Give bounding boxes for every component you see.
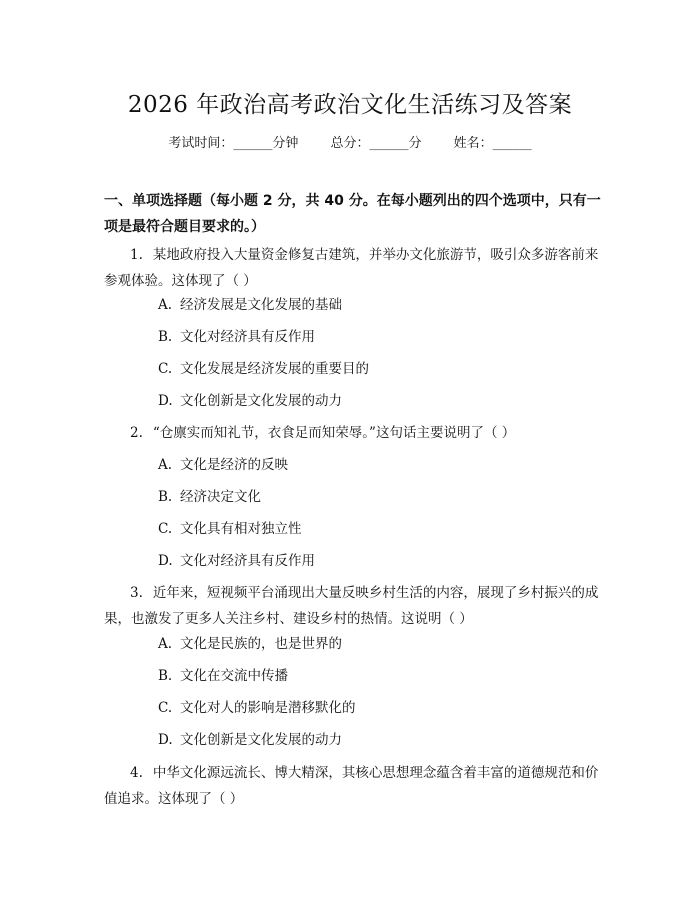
option-letter: D.: [158, 732, 173, 748]
option-3a: [158, 634, 342, 654]
option-text: 文化对经济具有反作用: [180, 553, 315, 569]
option-1b: [158, 327, 315, 347]
question-text: “仓廪实而知礼节，衣食足而知荣辱。”这句话主要说明了（ ）: [152, 425, 516, 441]
option-text: 文化是经济的反映: [180, 457, 288, 473]
option-1c: [158, 359, 369, 379]
option-2b: [158, 487, 261, 507]
question-number: 2.: [130, 425, 143, 441]
option-letter: C.: [158, 700, 173, 716]
question-text: 某地政府投入大量资金修复古建筑，并举办文化旅游节，吸引众多游客前来参观体验。这体现了（ ）: [104, 247, 599, 289]
option-text: 经济发展是文化发展的基础: [180, 297, 342, 313]
option-text: 文化具有相对独立性: [180, 521, 302, 537]
option-letter: D.: [158, 553, 173, 569]
student-name: 姓名：______: [453, 136, 532, 151]
option-text: 文化发展是经济发展的重要目的: [180, 361, 369, 377]
question-text: 近年来，短视频平台涌现出大量反映乡村生活的内容，展现了乡村振兴的成果，也激发了更多人关注乡村、建设乡村的热情。这说明（ ）: [104, 585, 599, 627]
option-letter: D.: [158, 393, 173, 409]
option-3b: [158, 666, 288, 686]
section-heading: 一、单项选择题（每小题 2 分，共 40 分。在每小题列出的四个选项中，只有一项是最符合题目要求的。）: [104, 193, 601, 235]
option-text: 文化是民族的，也是世界的: [180, 636, 342, 652]
page-title: 2026 年政治高考政治文化生活练习及答案: [127, 92, 573, 118]
option-text: 文化创新是文化发展的动力: [180, 393, 342, 409]
option-1a: [158, 295, 342, 315]
question-number: 1.: [130, 247, 143, 263]
question-4: [104, 760, 604, 812]
question-text: 中华文化源远流长、博大精深，其核心思想理念蕴含着丰富的道德规范和价值追求。这体现了（ ）: [104, 765, 599, 807]
option-letter: A.: [158, 297, 173, 313]
question-1: [104, 242, 604, 294]
option-letter: A.: [158, 457, 173, 473]
option-1d: [158, 391, 342, 411]
option-3c: [158, 698, 356, 718]
option-text: 经济决定文化: [180, 489, 261, 505]
exam-score: 总分：______分: [330, 136, 422, 151]
option-letter: A.: [158, 636, 173, 652]
option-text: 文化创新是文化发展的动力: [180, 732, 342, 748]
option-3d: [158, 730, 342, 750]
option-text: 文化对经济具有反作用: [180, 329, 315, 345]
option-2d: [158, 551, 315, 571]
option-2a: [158, 455, 288, 475]
option-text: 文化对人的影响是潜移默化的: [180, 700, 356, 716]
question-number: 3.: [130, 585, 143, 601]
option-letter: C.: [158, 361, 173, 377]
option-text: 文化在交流中传播: [180, 668, 288, 684]
option-letter: B.: [158, 329, 173, 345]
option-letter: B.: [158, 489, 173, 505]
exam-meta: [0, 132, 700, 151]
exam-time: 考试时间：______分钟: [168, 136, 299, 151]
question-2: [104, 420, 604, 446]
option-2c: [158, 519, 302, 539]
option-letter: C.: [158, 521, 173, 537]
question-number: 4.: [130, 765, 143, 781]
question-3: [104, 580, 604, 632]
option-letter: B.: [158, 668, 173, 684]
